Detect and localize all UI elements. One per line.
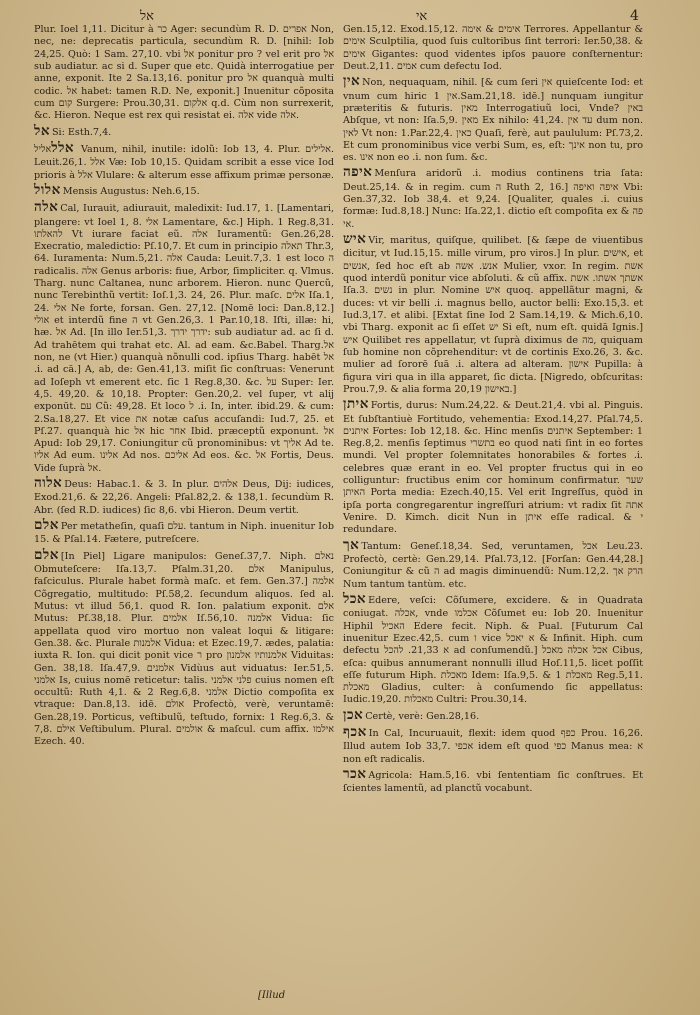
- dictionary-entry: [34, 140, 334, 182]
- dictionary-entry: [34, 24, 334, 123]
- entry-headword: איתן: [343, 396, 369, 413]
- entry-definition: Non, nequaquam, nihil. [& cum ſeri אין quieſcente Iod: et vnum cum hiric אין 1.Sam.21,18. idē.] nunquam iungitur præteritis & futuris. מאין Interrogatiuũ loci, Vnde? באין Abſque, vt non: Iſa.5,9. מאין Ex nihilo: 41,24. עד אין dum non. לאין Vt non: 1.Par.22,4. כאין Quaſi, ferè, aut paululum: Pſ.73,2. Et cum pronominibus vice verbi Sum, es, eſt: אינך non tu, pro es. אינו non eo .i. non ſum. &c.: [343, 77, 644, 164]
- entry-headword: אין: [343, 73, 361, 90]
- dictionary-entry: [343, 591, 643, 707]
- dictionary-entry: [343, 766, 643, 796]
- entry-headword: אכן: [343, 706, 364, 723]
- dictionary-entry: [343, 164, 643, 231]
- entry-headword: אלול: [34, 181, 61, 198]
- dictionary-entry: [34, 199, 334, 475]
- entry-definition: Cal, Iurauit, adiurauit, maledixit: Iud.17, 1. [Lamentari, plangere: vt Ioel 1, 8. אלי Lamentare, &c.] Hiph. 1 Reg.8,31. להאלתו Vt iurare faciat eũ. אלה Iuramentũ: Gen.26,28. Execratio, maledictio: Pſ.10,7. Et cum in principio תאלה Thr.3, 64. Iuramenta: Num.5,21. אלה Cauda: Leuit.7,3. 1 est loco ה radicalis. אלה Genus arboris: fiue, Arbor, ſimpliciter. q. Vlmus. Tharg. nunc Caltanea, nunc arborem. Hieron. nunc Quercũ, nunc Terebinthũ vertit: Ioſ.1,3. 24, 26. Plur. maſc. אלים Iſa.1, 24. אלי Ne forte, forsan. Gen. 27,12. [Nomē loci: Dan.8,12.] אולי et interdũ fine ה vt Gen.26,3. 1 Par.10,18. Iſti, illæ: hi, hæ. אל Ad. [In illo Ier.51,3. ידרך ידרך: sub audiatur ad. ac ſi d. Ad trahētem qui trahat etc. Al. ad eam. &c.Babel. Tharg.אל non, ne (vt Hier.) quanquà nõnulli cod. ipſius Tharg. habēt אל .i. ad cā.] A, ab, de: Gen.41,13. miſit ſic conſtruas: Venerunt ad Ioſeph vt emerent etc. ſic 1 Reg.8,30. &c. על Super: Ier. 4,5. 49,20. & 10,18. Propter: Gen.20,2. vel ſuper, vt alij exponūt. עם Cũ: 49,28. Et loco ל .i. In, inter. ibid.29. & cum: 2.Sa.18,27. Et vice את notæ caſus accuſandi: Iud.7, 25. et Pſ.27. quanquà hic אל hic אחר Ibid. præceptũ exponunt. אל Apud: Iob 29,17. Coniungitur cũ pronominibus: vt אליך Ad te. אליו Ad eum. אלינו Ad nos. אליכם Ad eos. &c. אל Fortis, Deus. Vide ſuprà אל.: [34, 203, 334, 474]
- right-column: [343, 24, 643, 796]
- running-head-left: אל: [140, 9, 154, 24]
- entry-definition: Si: Esth.7,4.: [51, 126, 112, 138]
- dictionary-entry: [343, 231, 643, 396]
- dictionary-entry: [34, 123, 334, 140]
- entry-headword: אל: [34, 122, 50, 139]
- dictionary-entry: [343, 73, 643, 164]
- running-head-right: אי: [416, 9, 428, 24]
- entry-definition: Menſura aridorũ .i. modius continens tria ſata: Deut.25,14. & in regim. cum ה Ruth 2, 16.] איפה ואיפה Vbi: Gen.37,32. Iob 38,4. et 9,24. [Qualiter, quales .i. cuius formæ: Iud.8,18.] Nunc: Iſa.22,1. dictio eſt compoſita ex פה & אי.: [343, 168, 643, 230]
- entry-headword: איש: [343, 231, 367, 248]
- entry-headword: אלם: [34, 546, 59, 563]
- entry-headword: אלל: [51, 139, 75, 156]
- dictionary-entry: [343, 707, 643, 724]
- entry-headword: אלוה: [34, 475, 63, 492]
- entry-definition: Gen.15,12. Exod.15,12. אימים & אימה Terrores. Appellantur & אימים Sculptilia, quod ſuis cultoribus ſint terrori: Ier.50,38. & אימים Gigantes: quod videntes ipſos pauore conſternentur: Deut.2,11. אמים cum defectu Iod.: [343, 24, 643, 72]
- entry-definition: Agricola: Ham.5,16. vbi ſententiam ſic conſtrues. Et ſcientes lamentũ, ad planctũ vocabunt.: [343, 770, 643, 795]
- entry-definition: Tantum: Geneſ.18,34. Sed, veruntamen, אכל Leu.23. Profectò, certè: Gen.29,14. Pſal.73,12. [Forſan: Gen.44,28.] Coniungitur & cũ ה ad magis diminuendũ: Num.12,2. הרק אך Num tantum tantùm. etc.: [343, 540, 643, 590]
- left-column: [34, 24, 334, 749]
- dictionary-entry: [343, 537, 643, 591]
- dictionary-entry: [34, 547, 334, 749]
- entry-definition: Deus: Habac.1. & 3. In plur. אלהים Deus, Dij: iudices, Exod.21,6. & 22,26. Angeli: Pſal.82,2. & 138,1. ſecundùm R. Abr. (ſed R.D. iudices) ſic 8,6. vbi Hieron. Deum vertit.: [34, 479, 334, 516]
- page-number: 4: [630, 8, 639, 24]
- dictionary-entry: [343, 724, 643, 766]
- dictionary-entry: [34, 517, 334, 547]
- entry-headword: אכר: [343, 766, 367, 783]
- entry-definition: Fortis, durus: Num.24,22. & Deut.21,4. vbi al. Pinguis. Et ſubſtantiuè Fortitudo, vehementia: Exod.14,27. Pſal.74,5. איתנים Fortes: Iob 12,18. &c. Hinc menſis איתנים September: 1 Reg.8,2. menſis ſeptimus בתשרי eo quod nati ſint in eo fortes mundi. Vel propter ſolemnitates honorabiles & fortes .i. celebres quæ erant in eo. Vel propter fructus qui in eo colliguntur: fructibus enim cor hominum confirmatur. שער האיתן Porta media: Ezech.40,15. Vel erit Ingreſſus, quòd in ipſa porta congregarentur ingreſſuri atrium: vt radix ſit אתה Venire. D. Kimch. dicit Nun in איתן eſſe radical. & י redundare.: [343, 400, 643, 536]
- entry-headword: אכל: [343, 590, 367, 607]
- entry-definition: Mensis Augustus: Neh.6,15.: [62, 185, 200, 197]
- entry-definition: Certè, verè: Gen.28,16.: [365, 710, 480, 722]
- entry-definition: Plur. Ioel 1,11. Dicitur à כר Ager: secundùm R. D. אפרים Non, nec, ne: deprecatis particula, secundùm R. D. [nihil: Iob 24,25. Quò: 1 Sam. 27,10. vbi אל ponitur pro ? vel erit pro אל sub audiatur. ac si d. Super que etc. Quidà interrogatiue per anne, exponit. Ite 2 Sa.13,16. ponitur pro אל quanquà multi codic. אל habet: tamen R.D. Ne, exponit.] Inuenitur cõposita cum קום Surgere: Prou.30,31. אלקום q.d. Cùm non surrexerit, &c. Hieron. Neque est rex qui resistat ei. אלה vide אלה.: [34, 24, 334, 122]
- entry-headword: אכף: [343, 724, 367, 741]
- entry-definition: In Cal, Incuruauit, flexit: idem quod כפף Prou. 16,26. Illud autem Iob 33,7. אכפי idem eſt quod כפי Manus mea: א non eſt radicalis.: [343, 728, 643, 765]
- entry-definition: Edere, veſci: Cõſumere, excidere. & in Quadrata coniugat. אכלה, vnde אכלמו Cõſumet eu: Iob 20. Inuenitur Hiphil האכיל Edere fecit. Niph. & Pual. [Futurum Cal inuenitur Ezec.42,5. cum ו vice א יאכל & Infinit. Hiph. cum defectu א 21,33. להכל ad conſumendũ.] אכל אכלה מאכל Cibus, eſca: quibus annumerant nonnulli illud Hoſ.11,5. licet poſſit eſſe futurum Hiph. מאכלת Idem: Iſa.9,5. & מאכלת 1 Reg.5,11. מאכלת Gladius, culter: à conſumendo ſic appellatus: Iudic.19,20. מאכלות Cultri: Prou.30,14.: [343, 594, 644, 706]
- dictionary-entry: [34, 475, 334, 517]
- entry-definition: Per metatheſin, quaſi עלם. tantum in Niph. inuenitur Iob 15. & Pſal.14. Fætere, putreſcere.: [34, 521, 334, 546]
- entry-headword: איפה: [343, 164, 373, 181]
- entry-definition: אליל Vanum, nihil, inutile: idolũ: Iob 13, 4. Plur. אלילים. Leuit.26,1. אלל Væ: Iob 10,15. Quidam scribit a esse vice Iod prioris à אלל Vlulare: & alterum esse affixum primæ personæ.: [34, 143, 335, 181]
- dictionary-entry: [343, 396, 643, 536]
- entry-definition: [In Piel] Ligare manipulos: Geneſ.37,7. Niph. נאלם Obmuteſcere: Iſa.13,7. Pſalm.31,20. אלם Manipulus, faſciculus. Plurale habet formà maſc. et fem. Gen.37.] אלמה Cõgregatio, multitudo: Pſ.58,2. ſecundum aliquos. ſed al. Mutus: vt illud 56,1. quod R. Ion. palatium exponit. אלם Mutus: Pſ.38,18. Plur. אלמים Iſ.56,10. אלמנה Vidua: ſic appellata quod viro mortuo non valeat loqui & litigare: Gen.38. &c. Plurale אלמנות Vidua: et Ezec.19,7. ædes, palatia: iuxta R. Ion. qui dicit ponit vice ר pro אלמנותיו אלמנון Viduitas: Gen. 38,18. Iſa.47,9. אלמנים Vidùus aut viduatus: Ier.51,5. אלמני Is, cuius nomē reticetur: talis. פלני אלמני cuius nomen eſt occultũ: Ruth 4,1. & 2 Reg.6,8. אלמני Dictio compoſita ex vtraque: Dan.8,13. idē. אולם Profectò, verè, veruntamē: Gen.28,19. Porticus, veſtibulũ, teſtudo, fornix: 1 Reg.6,3. & 7,8. אילם Veſtibulum. Plural. אולמים & maſcul. cum affix. אילמו Ezech. 40.: [34, 550, 335, 748]
- dictionary-entry: [34, 182, 334, 199]
- entry-definition: Vir, maritus, quiſque, quilibet. [& ſæpe de viuentibus dicitur, vt Iud.15,15. mille virum, pro viros.] In plur. אישים, et אנשים, ſed hoc eſt ab אנש. אשה Mulier, vxor. In regim. אשת quod interdũ ponitur vice abſoluti. & cũ affix. אשתך אשתו. אשת Iſa.3. נשים in plur. Nomine איש quoq. appellãtur magni, & duces: vt vir belli .i. magnus bello, auctor belli: Exo.15,3. et Iud.3,17. et alibi. [Extat ſine Iod 2 Sam.14,19. & Mich.6,10. vbi Tharg. exponit ac ſi eſſet יש Si eſt, num eſt. quidā Ignis.] איש Quilibet res appellatur, vt ſuprà diximus de מה, quiquam ſub homine non cõprehenditur: vt de cortinis Exo.26, 3. &c. mulier ad ſororē ſuā .i. altera ad alteram. אישון Pupilla: à figura viri qua in illa apparet, ſic dicta. [Nigredo, obſcuritas: Prou.7,9. & alia forma באישון 20,19.]: [343, 235, 643, 395]
- entry-headword: אלה: [34, 199, 59, 216]
- dictionary-entry: [343, 24, 643, 73]
- entry-headword: אך: [343, 536, 360, 553]
- entry-headword: אלם: [34, 517, 59, 534]
- catchword: [Illud: [258, 990, 286, 1001]
